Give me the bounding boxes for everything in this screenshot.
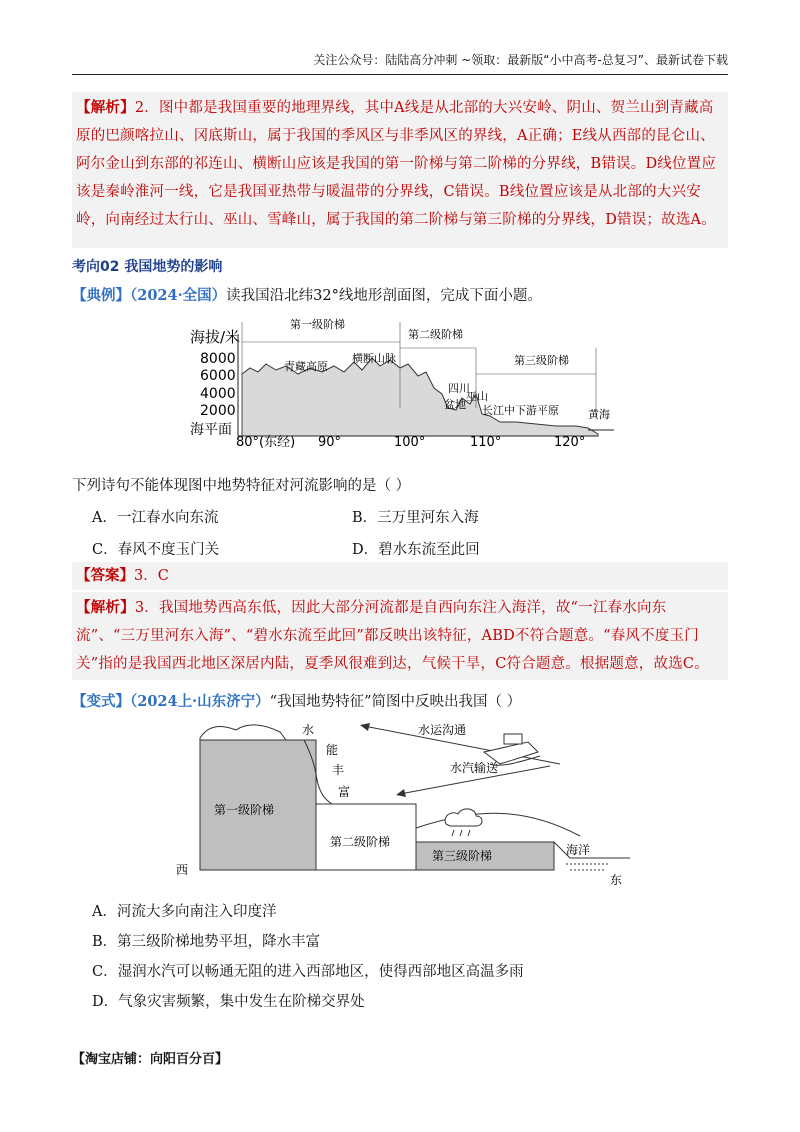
label-qinghai-tibet: 青藏高原	[284, 360, 328, 373]
q4-option-b[interactable]: B．第三级阶梯地势平坦，降水丰富	[92, 934, 321, 950]
q4-option-c[interactable]: C．湿润水汽可以畅通无阻的进入西部地区，使得西部地区高温多雨	[92, 964, 524, 980]
q4-option-a[interactable]: A．河流大多向南注入印度洋	[92, 904, 277, 920]
q3-option-c[interactable]: C．春风不度玉门关	[92, 542, 220, 558]
label-wushan: 巫山	[466, 390, 488, 403]
xtick-90: 90°	[318, 435, 342, 448]
section-title: 考向02 我国地势的影响	[72, 259, 223, 275]
page-footer: 【淘宝店铺：向阳百分百】	[72, 1052, 229, 1067]
energy-char-1: 能	[326, 743, 339, 757]
xtick-110: 110°	[470, 435, 502, 448]
energy-char-3: 富	[338, 785, 351, 799]
q3-option-a[interactable]: A．一江春水向东流	[92, 510, 219, 526]
rain-cloud-icon	[445, 809, 482, 836]
label-sichuan: 四川	[448, 382, 470, 395]
east-label: 东	[610, 873, 623, 887]
analysis-text: 2．图中都是我国重要的地理界线，其中A线是从北部的大兴安岭、阴山、贺兰山到青藏高原的巴颜喀拉山、冈底斯山，属于我国的季风区与非季风区的界线，A正确；E线从西部的昆仑山、阿尔金山到东部的祁连山、横断山应该是我国的第一阶梯与第二阶梯的分界线，B错误。D线位置应该是秦岭淮河一线，它是我国亚热带与暖温带的分界线，C错误。B线位置应该是从北部的大兴安岭，向南经过太行山、巫山、雪峰山，属于我国的第二阶梯与第三阶梯的分界线，D错误；故选A。	[76, 100, 717, 228]
question-3-head	[72, 284, 542, 305]
step3-label: 第三级阶梯	[432, 849, 493, 863]
label-step3: 第三级阶梯	[514, 354, 569, 367]
xtick-100: 100°	[394, 435, 426, 448]
analysis-block-2	[72, 92, 728, 248]
header-text: 关注公众号：陆陆高分冲刺 ~领取：最新版“小中高考-总复习”、最新试卷下载	[313, 53, 728, 67]
label-step1: 第一级阶梯	[290, 318, 345, 331]
west-label: 西	[176, 863, 189, 877]
example-tag: 【典例】	[72, 287, 130, 304]
question-3-intro: 读我国沿北纬32°线地形剖面图，完成下面小题。	[226, 288, 542, 304]
label-basin: 盆地	[444, 398, 466, 411]
variant-source: （2024上·山东济宁）	[130, 693, 270, 710]
label-hengduan: 横断山脉	[352, 352, 396, 365]
answer-tag: 【答案】	[76, 567, 134, 584]
question-4-intro: “我国地势特征”简图中反映出我国（ ）	[269, 694, 522, 710]
label-yangtze-plain: 长江中下游平原	[482, 404, 559, 417]
ytick-sea-level: 海平面	[190, 422, 232, 438]
energy-char-2: 丰	[332, 763, 345, 777]
step1-label: 第一级阶梯	[214, 803, 275, 817]
terrain-step-diagram	[170, 712, 630, 892]
question-3-stem: 下列诗句不能体现图中地势特征对河流影响的是（ ）	[72, 478, 411, 494]
analysis-tag-3: 【解析】	[76, 599, 135, 616]
variant-tag: 【变式】	[72, 693, 130, 710]
page-header	[72, 48, 728, 75]
q3-option-b[interactable]: B．三万里河东入海	[352, 510, 479, 526]
analysis-tag: 【解析】	[76, 99, 135, 116]
shipping-label: 水运沟通	[418, 723, 467, 737]
label-step2: 第二级阶梯	[408, 328, 463, 341]
xtick-80: 80°(东经)	[236, 435, 296, 448]
example-source: （2024·全国）	[130, 287, 227, 304]
ytick-8000: 8000	[200, 351, 236, 367]
ytick-2000: 2000	[200, 403, 236, 419]
ytick-4000: 4000	[200, 386, 236, 402]
analysis-block-3	[72, 592, 728, 680]
analysis-text-3: 3．我国地势西高东低，因此大部分河流都是自西向东注入海洋，故“一江春水向东流”、“三万里河东入海”、“碧水东流至此回”都反映出该特征，ABD不符合题意。“春风不度玉门关”指的是我国西北地区深居内陆，夏季风很难到达，气候干旱，C符合题意。根据题意，故选C。	[76, 600, 709, 672]
vapor-label: 水汽输送	[450, 761, 499, 775]
q4-option-d[interactable]: D．气象灾害频繁，集中发生在阶梯交界处	[92, 994, 365, 1010]
question-4-head	[72, 690, 521, 711]
answer-text: 3．C	[134, 568, 169, 584]
q3-option-d[interactable]: D．碧水东流至此回	[352, 542, 480, 558]
label-sea: 黄海	[588, 408, 610, 421]
step2-label: 第二级阶梯	[330, 835, 391, 849]
ocean-label: 海洋	[566, 843, 591, 857]
ytick-6000: 6000	[200, 368, 236, 384]
profile-ylabel: 海拔/米	[190, 328, 241, 346]
terrain-profile-diagram	[186, 318, 616, 448]
answer-block-3	[72, 562, 728, 590]
xtick-120: 120°	[554, 435, 586, 448]
water-label: 水	[302, 723, 315, 737]
